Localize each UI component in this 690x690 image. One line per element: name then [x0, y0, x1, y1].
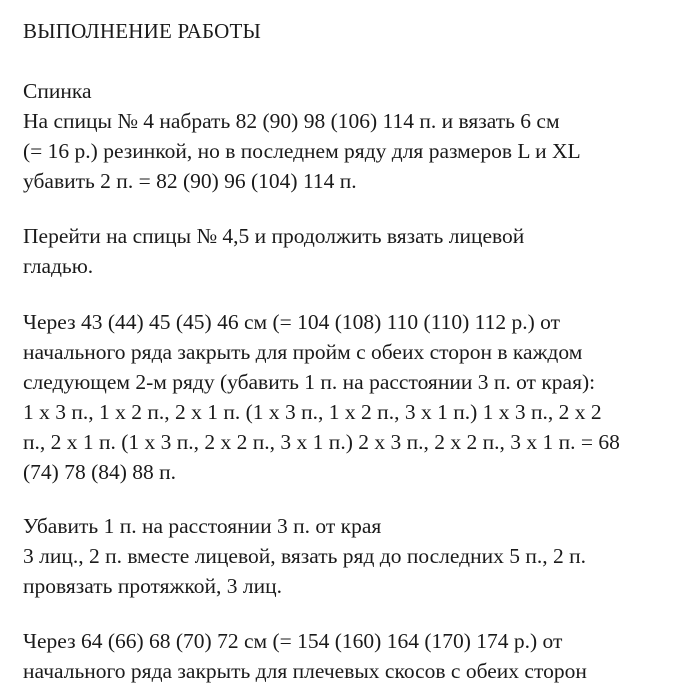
section-back-intro	[23, 76, 581, 196]
paragraph-line: (= 16 р.) резинкой, но в последнем ряду для размеров L и XL	[23, 139, 581, 163]
paragraph-line: гладью.	[23, 254, 94, 278]
paragraph-line: Через 64 (66) 68 (70) 72 см (= 154 (160) 164 (170) 174 р.) от	[23, 629, 563, 653]
paragraph-line: (74) 78 (84) 88 п.	[23, 460, 177, 484]
paragraph-line: 1 x 3 п., 1 x 2 п., 2 x 1 п. (1 x 3 п., 1 x 2 п., 3 x 1 п.) 1 x 3 п., 2 x 2	[23, 400, 602, 424]
section-heading: Спинка	[23, 79, 92, 103]
paragraph-line: следующем 2-м ряду (убавить 1 п. на расстоянии 3 п. от края):	[23, 370, 596, 394]
paragraph-decrease	[23, 511, 586, 601]
paragraph-line: п., 2 x 1 п. (1 x 3 п., 2 x 2 п., 3 x 1 п.) 2 x 3 п., 2 x 2 п., 3 x 1 п. = 68	[23, 430, 620, 454]
paragraph-armholes	[23, 307, 620, 487]
page-title: ВЫПОЛНЕНИЕ РАБОТЫ	[23, 19, 262, 43]
paragraph-line: 3 лиц., 2 п. вместе лицевой, вязать ряд до последних 5 п., 2 п.	[23, 544, 586, 568]
paragraph-line: провязать протяжкой, 3 лиц.	[23, 574, 282, 598]
paragraph-line: Убавить 1 п. на расстоянии 3 п. от края	[23, 514, 382, 538]
paragraph-shoulders	[23, 626, 587, 686]
paragraph-needles	[23, 221, 524, 281]
paragraph-line: Через 43 (44) 45 (45) 46 см (= 104 (108) 110 (110) 112 р.) от	[23, 310, 561, 334]
paragraph-line: Перейти на спицы № 4,5 и продолжить вязать лицевой	[23, 224, 525, 248]
paragraph-line: На спицы № 4 набрать 82 (90) 98 (106) 114 п. и вязать 6 см	[23, 109, 560, 133]
paragraph-line: убавить 2 п. = 82 (90) 96 (104) 114 п.	[23, 169, 357, 193]
paragraph-line: начального ряда закрыть для плечевых скосов с обеих сторон	[23, 659, 587, 683]
paragraph-line: начального ряда закрыть для пройм с обеих сторон в каждом	[23, 340, 583, 364]
